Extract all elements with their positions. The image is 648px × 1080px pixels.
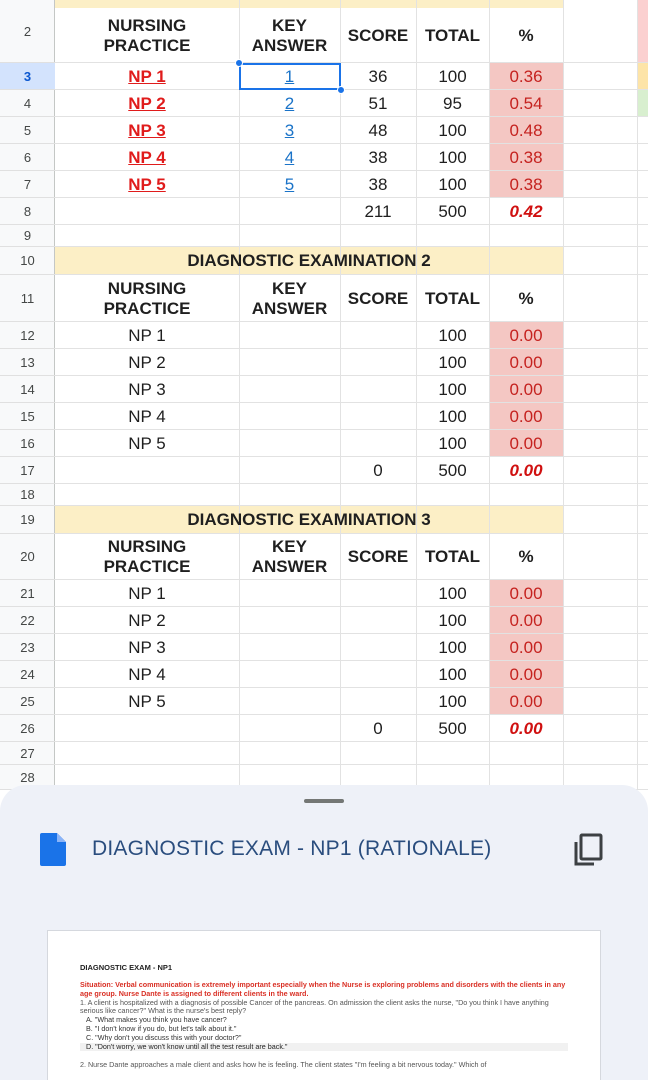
cell-selection[interactable] xyxy=(239,63,341,90)
row-number[interactable]: 18 xyxy=(0,484,55,506)
np-cell[interactable]: NP 1 xyxy=(128,325,166,345)
total-cell[interactable]: 100 xyxy=(438,352,467,372)
row-number[interactable]: 7 xyxy=(0,171,55,198)
header-percent: % xyxy=(518,288,534,308)
row-number[interactable]: 26 xyxy=(0,715,55,742)
row-number[interactable]: 19 xyxy=(0,506,55,534)
total-cell[interactable]: 100 xyxy=(438,691,467,711)
row-number[interactable]: 14 xyxy=(0,376,55,403)
percent-cell[interactable]: 0.36 xyxy=(509,66,543,86)
row-number[interactable]: 23 xyxy=(0,634,55,661)
percent-cell[interactable]: 0.38 xyxy=(509,147,543,167)
preview-question-1: 1. A client is hospitalized with a diagnosis of possible Cancer of the pancreas. On admission the client asks the nurse, "Do you think I have anything serious like cancer?" What is the nurse's best reply? xyxy=(80,997,549,1016)
np-cell[interactable]: NP 5 xyxy=(128,433,166,453)
row-number[interactable]: 28 xyxy=(0,765,55,790)
row-number[interactable]: 16 xyxy=(0,430,55,457)
row-number[interactable]: 11 xyxy=(0,275,55,322)
percent-cell[interactable]: 0.00 xyxy=(509,325,543,345)
header-nursing-practice: NURSING PRACTICE xyxy=(103,278,191,318)
header-nursing-practice: NURSING PRACTICE xyxy=(103,15,191,55)
header-score: SCORE xyxy=(347,288,409,308)
preview-heading: DIAGNOSTIC EXAM - NP1 xyxy=(80,963,173,972)
total-cell[interactable]: 100 xyxy=(438,120,467,140)
exam3-total-total[interactable]: 500 xyxy=(438,718,467,738)
row-header-column[interactable] xyxy=(0,0,55,790)
exam1-total-total[interactable]: 500 xyxy=(438,201,467,221)
np-cell[interactable]: NP 2 xyxy=(128,93,166,113)
total-cell[interactable]: 100 xyxy=(438,325,467,345)
exam2-total-percent[interactable]: 0.00 xyxy=(509,460,543,480)
total-cell[interactable]: 100 xyxy=(438,610,467,630)
np-cell[interactable]: NP 3 xyxy=(128,379,166,399)
header-percent: % xyxy=(518,25,534,45)
np-cell[interactable]: NP 4 xyxy=(128,147,166,167)
score-cell[interactable]: 36 xyxy=(368,66,388,86)
total-cell[interactable]: 100 xyxy=(438,174,467,194)
np-cell[interactable]: NP 3 xyxy=(128,120,166,140)
row-number[interactable]: 20 xyxy=(0,534,55,580)
file-preview-sheet[interactable] xyxy=(0,785,648,1080)
score-cell[interactable]: 38 xyxy=(368,174,388,194)
np-cell[interactable]: NP 4 xyxy=(128,406,166,426)
row-number[interactable]: 3 xyxy=(0,63,55,90)
header-total: TOTAL xyxy=(424,25,481,45)
np-cell[interactable]: NP 2 xyxy=(128,352,166,372)
preview-option: A. "What makes you think you have cancer? xyxy=(86,1015,227,1025)
np-cell[interactable]: NP 3 xyxy=(128,637,166,657)
next-column-strip xyxy=(637,0,648,63)
np-cell[interactable]: NP 5 xyxy=(128,174,166,194)
total-cell[interactable]: 100 xyxy=(438,433,467,453)
selection-handle-bottom[interactable] xyxy=(337,86,345,94)
score-cell[interactable]: 48 xyxy=(368,120,388,140)
key-answer-link[interactable]: 1 xyxy=(284,66,295,86)
np-cell[interactable]: NP 2 xyxy=(128,610,166,630)
preview-option: C. "Why don't you discuss this with your doctor?" xyxy=(86,1032,242,1042)
document-title[interactable]: DIAGNOSTIC EXAM - NP1 (RATIONALE) xyxy=(92,837,492,860)
percent-cell[interactable]: 0.54 xyxy=(509,93,543,113)
np-cell[interactable]: NP 5 xyxy=(128,691,166,711)
row-number[interactable]: 12 xyxy=(0,322,55,349)
exam2-title: DIAGNOSTIC EXAMINATION 2 xyxy=(187,251,431,271)
header-total: TOTAL xyxy=(424,288,481,308)
exam3-title: DIAGNOSTIC EXAMINATION 3 xyxy=(187,510,431,530)
row-number[interactable]: 6 xyxy=(0,144,55,171)
exam1-total-score[interactable]: 211 xyxy=(364,201,392,221)
next-column-strip xyxy=(637,90,648,117)
key-answer-link[interactable]: 2 xyxy=(284,93,295,113)
header-nursing-practice: NURSING PRACTICE xyxy=(103,537,191,576)
row-number[interactable]: 4 xyxy=(0,90,55,117)
preview-question-2: 2. Nurse Dante approaches a male client and asks how he is feeling. The client states "I'm feeling a bit nervous today." Which of xyxy=(80,1060,487,1070)
row-number[interactable]: 15 xyxy=(0,403,55,430)
exam1-total-percent[interactable]: 0.42 xyxy=(509,201,543,221)
key-answer-link[interactable]: 4 xyxy=(284,147,295,167)
row-number[interactable]: 24 xyxy=(0,661,55,688)
percent-cell[interactable]: 0.00 xyxy=(509,664,543,684)
row-number[interactable]: 13 xyxy=(0,349,55,376)
np-cell[interactable]: NP 1 xyxy=(128,66,166,86)
header-key-answer: KEY ANSWER xyxy=(251,278,328,318)
drag-handle[interactable] xyxy=(304,799,344,803)
np-cell[interactable]: NP 1 xyxy=(128,583,166,603)
key-answer-link[interactable]: 3 xyxy=(284,120,295,140)
preview-option-answer: D. "Don't worry, we won't know until all the test result are back." xyxy=(80,1043,568,1052)
header-key-answer: KEY ANSWER xyxy=(251,15,328,55)
total-cell[interactable]: 95 xyxy=(443,93,462,113)
total-cell[interactable]: 100 xyxy=(438,379,467,399)
row-divider xyxy=(55,764,648,765)
exam1-title-band xyxy=(55,0,563,8)
percent-cell[interactable]: 0.00 xyxy=(509,637,543,657)
percent-cell[interactable]: 0.00 xyxy=(509,352,543,372)
row-number[interactable]: 2 xyxy=(0,0,55,63)
percent-cell[interactable]: 0.48 xyxy=(509,120,543,140)
preview-situation: Situation: Verbal communication is extremely important especially when the Nurse is exploring problems and disorders with the clients in any age group. Nurse Dante is assigned to different clients in the ward. xyxy=(80,980,566,998)
total-cell[interactable]: 100 xyxy=(438,664,467,684)
header-score: SCORE xyxy=(347,547,409,567)
row-number[interactable]: 27 xyxy=(0,742,55,765)
np-cell[interactable]: NP 4 xyxy=(128,664,166,684)
score-cell[interactable]: 51 xyxy=(368,93,388,113)
percent-cell[interactable]: 0.00 xyxy=(509,406,543,426)
percent-cell[interactable]: 0.00 xyxy=(509,610,543,630)
header-score: SCORE xyxy=(347,25,409,45)
total-cell[interactable]: 100 xyxy=(438,66,467,86)
exam2-total-score[interactable]: 0 xyxy=(373,460,383,480)
google-docs-icon xyxy=(40,833,66,866)
percent-cell[interactable]: 0.00 xyxy=(509,583,543,603)
selection-handle-top[interactable] xyxy=(235,59,243,67)
row-number[interactable]: 22 xyxy=(0,607,55,634)
row-number[interactable]: 17 xyxy=(0,457,55,484)
row-number[interactable]: 8 xyxy=(0,198,55,225)
percent-cell[interactable]: 0.00 xyxy=(509,433,543,453)
row-number[interactable]: 21 xyxy=(0,580,55,607)
preview-option: B. "I don't know if you do, but let's talk about it." xyxy=(86,1024,237,1034)
row-number[interactable]: 10 xyxy=(0,247,55,275)
header-total: TOTAL xyxy=(424,547,481,567)
copy-icon[interactable] xyxy=(572,833,604,867)
key-answer-link[interactable]: 5 xyxy=(284,174,295,194)
col-divider xyxy=(637,0,638,790)
percent-cell[interactable]: 0.00 xyxy=(509,379,543,399)
document-preview[interactable] xyxy=(47,930,601,1080)
percent-cell[interactable]: 0.38 xyxy=(509,174,543,194)
total-cell[interactable]: 100 xyxy=(438,147,467,167)
row-number[interactable]: 5 xyxy=(0,117,55,144)
header-percent: % xyxy=(518,547,534,567)
row-number[interactable]: 25 xyxy=(0,688,55,715)
next-column-strip xyxy=(637,63,648,90)
percent-cell[interactable]: 0.00 xyxy=(509,691,543,711)
col-divider xyxy=(563,0,564,790)
exam3-total-score[interactable]: 0 xyxy=(373,718,383,738)
header-key-answer: KEY ANSWER xyxy=(251,537,328,576)
exam2-total-total[interactable]: 500 xyxy=(438,460,467,480)
row-number[interactable]: 9 xyxy=(0,225,55,247)
total-cell[interactable]: 100 xyxy=(438,637,467,657)
exam3-total-percent[interactable]: 0.00 xyxy=(509,718,543,738)
total-cell[interactable]: 100 xyxy=(438,583,467,603)
total-cell[interactable]: 100 xyxy=(438,406,467,426)
score-cell[interactable]: 38 xyxy=(368,147,388,167)
